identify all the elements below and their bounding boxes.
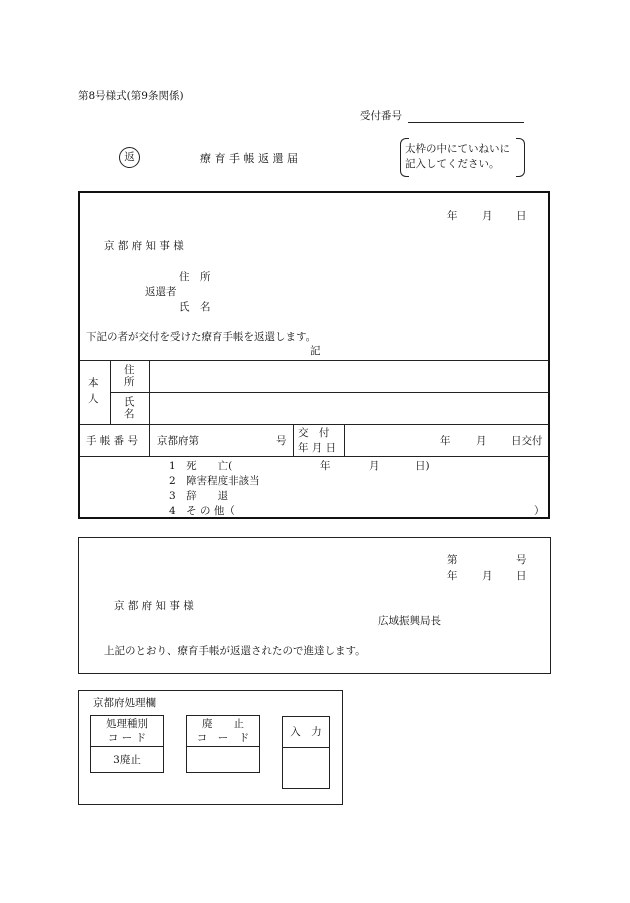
reason-1-year: 年 (320, 460, 331, 472)
kofu-label-1: 交 付 (298, 427, 330, 439)
honnin-char-2: 人 (88, 393, 99, 405)
reason-1: 1 死 亡( (169, 460, 233, 472)
row-name-char-1: 氏 (124, 396, 135, 408)
transmittal-statement: 上記のとおり、療育手帳が返還されたので進達します。 (104, 645, 366, 657)
reason-4: 4 そ の 他（ (169, 505, 235, 517)
row-name-char-2: 名 (124, 408, 135, 420)
transmittal-go: 号 (516, 554, 527, 566)
table-line (80, 456, 549, 457)
kofu-year: 年 (440, 435, 451, 447)
ki-label: 記 (310, 345, 321, 357)
table-line (80, 424, 549, 425)
return-circle-mark: 返 (119, 147, 140, 168)
form-number: 第8号様式(第9条関係) (78, 90, 184, 102)
transmittal-addressee: 京 都 府 知 事 様 (114, 600, 194, 612)
date-day: 日 (516, 210, 527, 222)
date-month: 月 (482, 210, 493, 222)
reason-3: 3 辞 退 (169, 490, 229, 502)
transmittal-sender: 広域振興局長 (378, 615, 441, 627)
notice-box (400, 138, 525, 175)
returner-name-label: 氏 名 (179, 301, 211, 313)
input-box (282, 716, 330, 789)
kofu-month: 月 (476, 435, 487, 447)
row-address-char-1: 住 (124, 364, 135, 376)
reception-number-label: 受付番号 (360, 110, 402, 122)
type-code-box (90, 715, 164, 773)
notice-line-2: 記入してください。 (405, 158, 500, 170)
transmittal-dai: 第 (447, 554, 458, 566)
returner-label: 返還者 (145, 286, 177, 298)
processing-title: 京都府処理欄 (93, 697, 156, 709)
abolish-label-2: コ ー ド (196, 732, 250, 744)
kyoto-dai-label: 京都府第 (157, 435, 199, 447)
kofu-label-2: 年 月 日 (298, 442, 337, 454)
table-line (80, 360, 549, 361)
transmittal-month: 月 (482, 570, 493, 582)
statement: 下記の者が交付を受けた療育手帳を返還します。 (86, 331, 317, 343)
transmittal-day: 日 (516, 570, 527, 582)
reason-1-month: 月 (369, 460, 380, 472)
transmittal-year: 年 (447, 570, 458, 582)
table-line (110, 392, 549, 393)
kofu-day: 日交付 (511, 435, 543, 447)
type-code-label-1: 処理種別 (106, 718, 148, 730)
techo-number-label: 手 帳 番 号 (86, 435, 139, 447)
row-address-char-2: 所 (124, 376, 135, 388)
reception-number-line (408, 122, 524, 123)
addressee: 京 都 府 知 事 様 (104, 240, 184, 252)
type-code-label-2: コ ー ド (107, 732, 147, 744)
abolish-code-box (186, 715, 260, 773)
form-title: 療 育 手 帳 返 還 届 (200, 152, 298, 165)
reason-4-close: ） (534, 505, 545, 517)
table-line (149, 360, 150, 424)
table-line (110, 360, 111, 424)
type-code-value: 3廃止 (113, 754, 141, 766)
reason-2: 2 障害程度非該当 (169, 475, 260, 487)
honnin-char-1: 本 (88, 377, 99, 389)
returner-address-label: 住 所 (179, 271, 211, 283)
notice-line-1: 太枠の中にていねいに (405, 143, 510, 155)
date-year: 年 (447, 210, 458, 222)
table-line (344, 424, 345, 456)
table-line (149, 424, 150, 456)
reason-1-day: 日) (415, 460, 430, 472)
input-label: 入 力 (290, 726, 322, 738)
abolish-label-1: 廃 止 (202, 718, 244, 730)
go-label: 号 (276, 435, 287, 447)
table-line (293, 424, 294, 456)
